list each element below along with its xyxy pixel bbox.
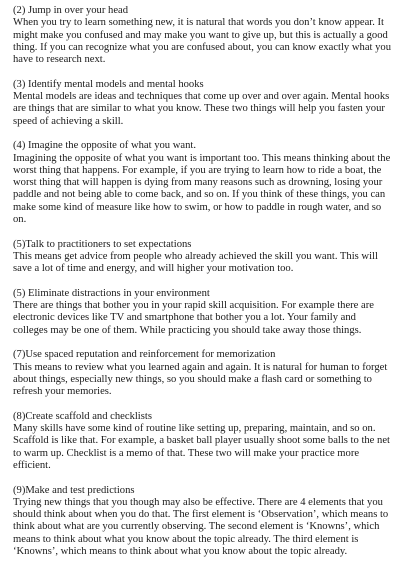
section-paragraph: Mental models are ideas and techniques that come up over and over again. Mental hooks are things that are similar to what you know. These two things will help you fasten your speed of achieving a skill. bbox=[13, 91, 390, 127]
section-imagine-opposite bbox=[13, 140, 391, 226]
section-spaced-repetition bbox=[13, 349, 391, 398]
section-heading: (5)Talk to practitioners to set expectations bbox=[13, 238, 192, 250]
section-heading: (4) Imagine the opposite of what you want. bbox=[13, 140, 196, 152]
section-paragraph: Many skills have some kind of routine like setting up, preparing, maintain, and so on. Scaffold is like that. For example, a basket ball player usually shoot some balls to the net to warm up. Checklist is a memo of that. These two will make your practice more efficient. bbox=[13, 423, 390, 471]
document-page bbox=[13, 5, 391, 571]
section-heading: (3) Identify mental models and mental hooks bbox=[13, 78, 204, 90]
section-heading: (2) Jump in over your head bbox=[13, 5, 129, 16]
section-make-predictions bbox=[13, 485, 391, 559]
section-paragraph: This means get advice from people who already achieved the skill you want. This will save a lot of time and energy, and will higher your motivation too. bbox=[13, 250, 378, 275]
section-paragraph: There are things that bother you in your rapid skill acquisition. For example there are electronic devices like TV and smartphone that bother you a lot. Your family and colleges may be one of them. While practicing you should take away those things. bbox=[13, 300, 374, 336]
section-mental-models bbox=[13, 79, 391, 128]
section-jump-in bbox=[13, 5, 391, 66]
section-heading: (7)Use spaced reputation and reinforcement for memorization bbox=[13, 349, 276, 361]
section-paragraph: When you try to learn something new, it is natural that words you don’t know appear. It might make you confused and may make you want to give up, but this is actually a good thing. If you can recognize what you are confused about, you can know exactly what you have to research next. bbox=[13, 17, 392, 66]
section-talk-to-practitioners bbox=[13, 239, 391, 276]
section-paragraph: This means to review what you learned again and again. It is natural for human to forget about things, especially new things, so you should make a flash card or something to refresh your memories. bbox=[13, 361, 388, 398]
section-paragraph: Trying new things that you though may also be effective. There are 4 elements that you should think about when you do that. The first element is ‘Observation’, which means to think about what are you currently observing. The second element is ‘Knowns’, which means to think about what you know about the topic already. The third element is ‘Knowns’, which means to think about what you know about the topic already. bbox=[13, 496, 389, 558]
section-heading: (9)Make and test predictions bbox=[13, 484, 135, 496]
section-scaffold-checklists bbox=[13, 411, 391, 472]
section-eliminate-distractions bbox=[13, 288, 391, 337]
section-heading: (5) Eliminate distractions in your environment bbox=[13, 287, 210, 299]
section-heading: (8)Create scaffold and checklists bbox=[13, 410, 152, 422]
section-paragraph: Imagining the opposite of what you want is important too. This means thinking about the worst thing that happens. For example, if you are trying to learn how to ride a boat, the worst thing that will happen is dying from many reasons such as drowning, losing your paddle and not being able to come back, and so on. If you think of these things, you can make some kind of measure like how to swim, or how to paddle in rough water, and so on. bbox=[13, 152, 391, 226]
